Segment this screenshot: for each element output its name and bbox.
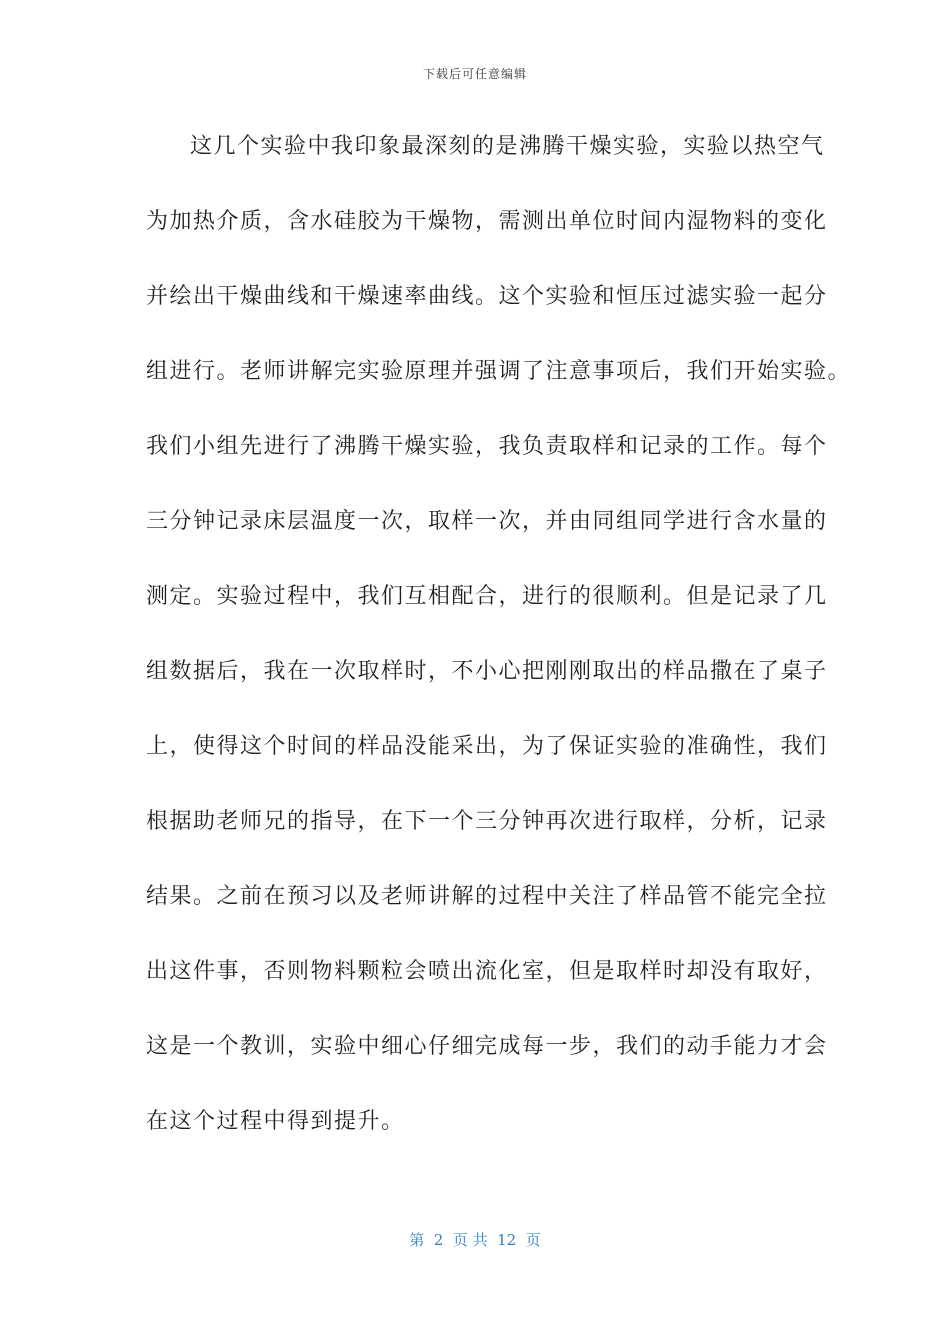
text-line: 在这个过程中得到提升。 (146, 1109, 405, 1134)
text-line: 我们小组先进行了沸腾干燥实验，我负责取样和记录的工作。每个 (146, 434, 828, 459)
text-line: 结果。之前在预习以及老师讲解的过程中关注了样品管不能完全拉 (146, 884, 828, 909)
text-line: 出这件事，否则物料颗粒会喷出流化室，但是取样时却没有取好， (146, 959, 828, 984)
text-line: 测定。实验过程中，我们互相配合，进行的很顺利。但是记录了几 (146, 584, 828, 609)
page-number: 第 2 页 共 12 页 (409, 1231, 541, 1249)
text-line: 为加热介质，含水硅胶为干燥物，需测出单位时间内湿物料的变化 (146, 209, 828, 234)
body-paragraph (146, 128, 852, 1178)
text-line: 并绘出干燥曲线和干燥速率曲线。这个实验和恒压过滤实验一起分 (146, 284, 828, 309)
text-line: 三分钟记录床层温度一次，取样一次，并由同组同学进行含水量的 (146, 509, 828, 534)
text-line: 上，使得这个时间的样品没能采出，为了保证实验的准确性，我们 (146, 734, 828, 759)
text-line: 这是一个教训，实验中细心仔细完成每一步，我们的动手能力才会 (146, 1034, 828, 1059)
page-header: 下载后可任意编辑 (422, 67, 527, 81)
text-line: 这几个实验中我印象最深刻的是沸腾干燥实验，实验以热空气 (190, 134, 825, 159)
text-line: 组数据后，我在一次取样时，不小心把刚刚取出的样品撒在了桌子 (146, 659, 828, 684)
text-line: 根据助老师兄的指导，在下一个三分钟再次进行取样，分析，记录 (146, 809, 828, 834)
text-line: 组进行。老师讲解完实验原理并强调了注意事项后，我们开始实验。 (146, 359, 852, 384)
